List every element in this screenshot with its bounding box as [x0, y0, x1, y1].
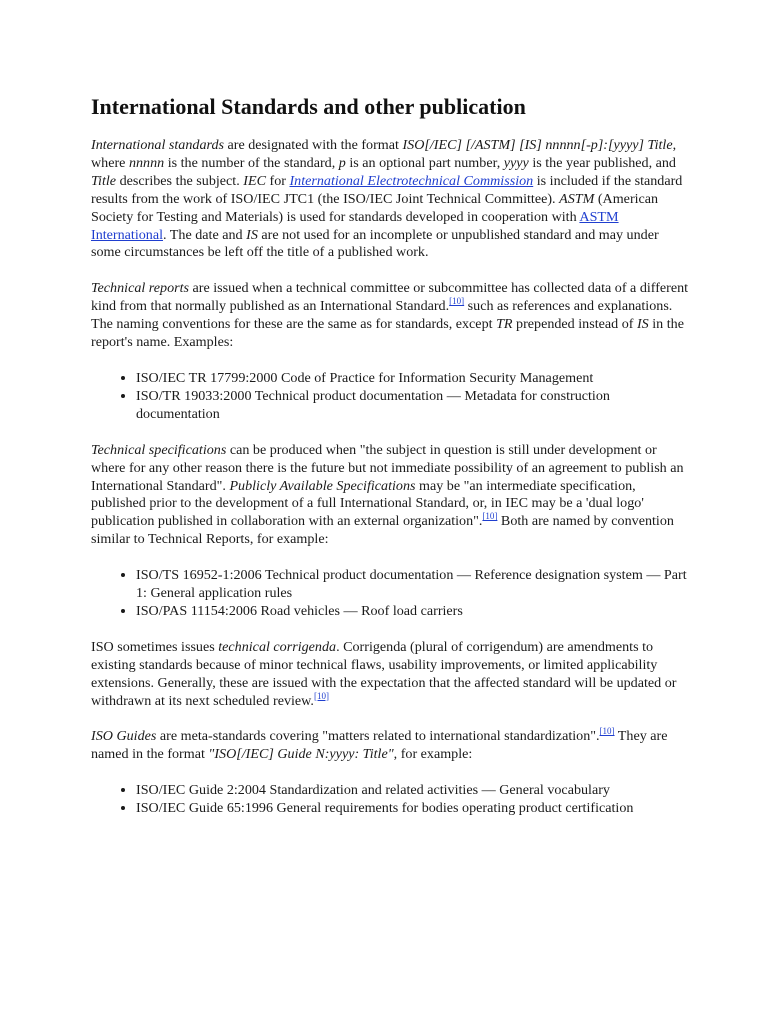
list-item: • ISO/PAS 11154:2006 Road vehicles — Roof load carriers: [136, 603, 691, 621]
citation-ref: [482, 511, 497, 521]
citation-ref: [449, 296, 464, 306]
paragraph-iso-guides: ISO Guides are meta-standards covering "matters related to international standardization".[10] They are named in the format "ISO[/IEC] Guide N:yyyy: Title", for example:: [91, 726, 668, 763]
paragraph-technical-corrigenda: ISO sometimes issues technical corrigenda. Corrigenda (plural of corrigendum) are amendments to existing standards because of minor technical flaws, usability improvements, or limited applicability extensions. Generally, these are issued with the expectation that the affected standard will be updated or withdrawn at its next scheduled review.[10]: [91, 638, 677, 709]
paragraph-technical-specifications: Technical specifications can be produced when "the subject in question is still under development or where for any other reason there is the future but not immediate possibility of an agreement to publish an International Standard". Publicly Available Specifications may be "an intermediate specification, published prior to the development of a full International Standard, or, in IEC may be a 'dual logo' publication published in collaboration with an external organization".[10] Both are named by convention similar to Technical Reports, for example:: [91, 441, 684, 548]
list-item: • ISO/IEC Guide 2:2004 Standardization and related activities — General vocabulary: [136, 782, 691, 800]
list-iso-guides: [91, 782, 691, 818]
citation-link[interactable]: [10]: [599, 726, 615, 737]
article-body: [91, 93, 691, 836]
term-technical-corrigenda: technical corrigenda: [218, 638, 337, 655]
citation-link[interactable]: [10]: [313, 690, 329, 701]
term-technical-specifications: Technical specifications: [91, 441, 227, 458]
guide-format-pattern: "ISO[/IEC] Guide N:yyyy: Title": [208, 746, 394, 763]
paragraph-technical-reports: Technical reports are issued when a technical committee or subcommittee has collected data of a different kind from that normally published as an International Standard.[10] such as references and explanations. The naming conventions for these are the same as for standards, except TR prepended instead of IS in the report's name. Examples:: [91, 280, 689, 351]
list-item: • ISO/TS 16952-1:2006 Technical product documentation — Reference designation system — Part 1: General application rules: [136, 567, 691, 603]
citation-ref: [314, 691, 329, 701]
citation-link[interactable]: [10]: [482, 511, 498, 522]
list-item: • ISO/IEC TR 17799:2000 Code of Practice for Information Security Management: [136, 370, 691, 388]
format-pattern: ISO[/IEC] [/ASTM] [IS] nnnnn[-p]:[yyyy] Title: [402, 137, 673, 153]
term-publicly-available-specifications: Publicly Available Specifications: [229, 477, 416, 494]
link-astm-international[interactable]: ASTM International: [91, 208, 619, 243]
section-heading: International Standards and other publication: [91, 94, 526, 119]
term-international-standards: International standards: [91, 137, 224, 153]
list-technical-reports: [91, 370, 691, 424]
citation-link[interactable]: [10]: [449, 296, 465, 307]
list-item: • ISO/IEC Guide 65:1996 General requirements for bodies operating product certification: [136, 800, 691, 818]
paragraph-international-standards: International standards are designated with the format ISO[/IEC] [/ASTM] [IS] nnnnn[-p]:[yyyy] Title, where nnnnn is the number of the standard, p is an optional part number, yyyy is the year published, and Title describes the subject. IEC for International Electrotechnical Commission is included if the standard results from the work of ISO/IEC JTC1 (the ISO/IEC Joint Technical Committee). ASTM (American Society for Testing and Materials) is used for standards developed in cooperation with ASTM International. The date and IS are not used for an incomplete or unpublished standard and may under some circumstances be left off the title of a published work.: [91, 137, 683, 261]
term-iso-guides: ISO Guides: [91, 728, 157, 745]
term-technical-reports: Technical reports: [91, 280, 190, 297]
link-international-electrotechnical-commission[interactable]: International Electrotechnical Commission: [289, 172, 534, 189]
list-technical-specifications: [91, 567, 691, 621]
citation-ref: [600, 726, 615, 736]
list-item: • ISO/TR 19033:2000 Technical product documentation — Metadata for construction documentation: [136, 388, 691, 424]
